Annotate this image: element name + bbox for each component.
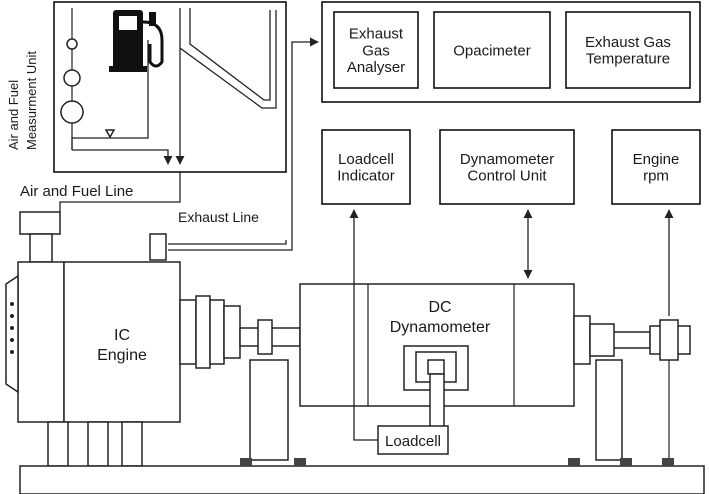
exhaust-gas-temperature-box-label-line-2: Temperature <box>585 50 671 68</box>
ic-engine <box>6 212 180 466</box>
rpm-shaft <box>574 316 690 460</box>
exhaust-gas-analyser-box-label-line-1: Exhaust <box>348 25 404 43</box>
air-fuel-measurement-unit <box>6 2 286 172</box>
measurement-unit-frame <box>54 2 286 172</box>
engine-label: IC Engine <box>97 327 147 364</box>
air-intake-box <box>20 212 60 234</box>
engine-leg-3 <box>122 422 142 466</box>
engine-pulley-cover <box>6 276 18 392</box>
shaft-coupling <box>180 296 300 460</box>
exhaust-gas-analyser-box-label-line-3: Analyser <box>346 59 406 77</box>
engine-side-panel <box>18 262 64 422</box>
intake-pipe <box>30 234 52 262</box>
dynamometer-control-unit-box-label-line-1: Dynamometer <box>459 150 555 168</box>
bed-plate <box>20 466 704 494</box>
exhaust-gas-temperature-box-label-line-1: Exhaust Gas <box>585 33 671 51</box>
dc-dynamometer <box>300 284 574 430</box>
loadcell-indicator-box-label-line-1: Loadcell <box>338 150 394 168</box>
measurement-unit-label-2: Measurment Unit <box>24 51 39 150</box>
loadcell-label: Loadcell <box>385 433 441 450</box>
engine-rpm-box-label-line-1: Engine <box>632 150 680 168</box>
opacimeter-box-label-line-1: Opacimeter <box>453 42 531 60</box>
exhaust-line-label: Exhaust Line <box>178 209 259 225</box>
engine-leg-2 <box>88 422 108 466</box>
dynamometer-label: DC Dynamometer <box>389 299 491 336</box>
engine-rpm-box-label-line-2: rpm <box>643 167 669 185</box>
exhaust-manifold <box>150 234 166 260</box>
air-fuel-line-label: Air and Fuel Line <box>20 183 134 200</box>
dynamometer-control-unit-box-label-line-2: Control Unit <box>467 167 547 185</box>
loadcell-indicator-box-label-line-2: Indicator <box>337 167 395 185</box>
exhaust-gas-analyser-box-label-line-2: Gas <box>362 42 390 60</box>
measurement-unit-label-1: Air and Fuel <box>6 79 21 150</box>
engine-leg-1 <box>48 422 68 466</box>
